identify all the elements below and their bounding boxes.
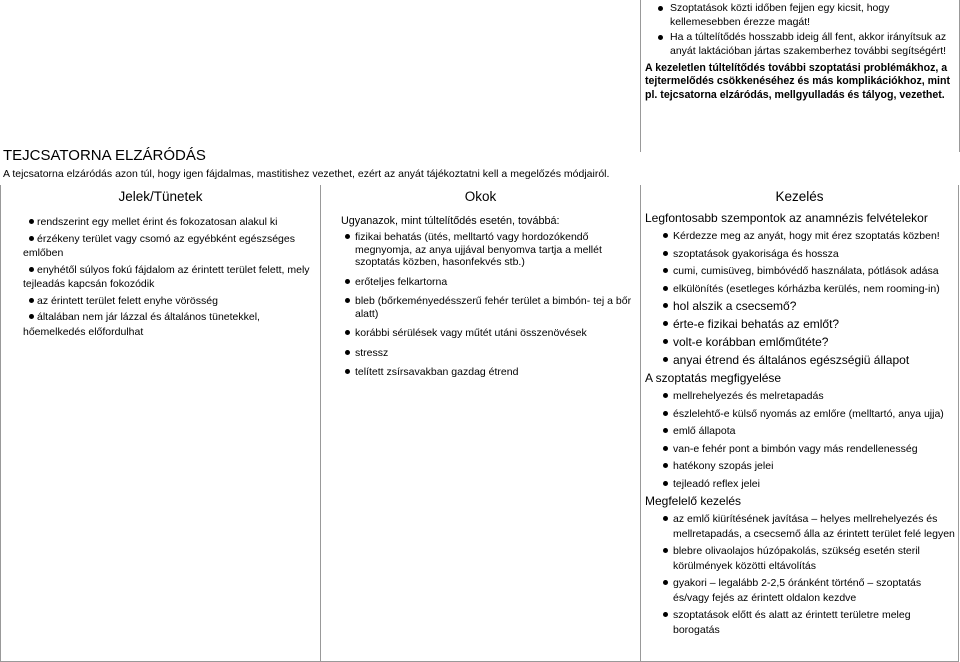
intro-text: A tejcsatorna elzáródás azon túl, hogy igen fájdalmas, mastitishez vezethet, ezért az anyát tájékoztatni kell a megelőzés módjairól. <box>3 168 610 180</box>
causes-intro: Ugyanazok, mint túltelítődés esetén, továbbá: <box>341 215 560 227</box>
list-item: szoptatások gyakorisága és hossza <box>641 247 958 262</box>
list-item: érzékeny terület vagy csomó az egyébként egészséges emlőben <box>1 232 320 261</box>
list-item: emlő állapota <box>641 424 958 439</box>
column-header-symptoms: Jelek/Tünetek <box>1 185 321 208</box>
list-item: Ha a túltelítődés hosszabb ideig áll fent, akkor irányítsuk az anyát laktációban jártas szakemberhez további segítségért! <box>641 31 959 58</box>
list-item: Szoptatások közti időben fejjen egy kicsit, hogy kellemesebben érezze magát! <box>641 2 959 29</box>
list-item: Kérdezze meg az anyát, hogy mit érez szoptatás közben! <box>641 229 958 244</box>
list-item: az emlő kiürítésének javítása – helyes mellrehelyezés és mellretapadás, a csecsemő álla az érintett terület felé legyen <box>641 512 958 541</box>
treatment-cell <box>641 208 959 662</box>
warning-text: A kezeletlen túltelítődés további szoptatási problémákhoz, a tejtermelődés csökkenéséhez és más komplikációkhoz, mint pl. tejcsatorna elzáródás, mellgyulladás és tályog, vezethet. <box>645 62 950 101</box>
list-item: gyakori – legalább 2-2,5 óránként történő – szoptatás és/vagy fejés az érintett oldalon kezdve <box>641 576 958 605</box>
list-item: fizikai behatás (ütés, melltartó vagy hordozókendő megnyomja, az anya ujjával benyomva tartja a mellét szoptatás közben, hasonfekvés stb.) <box>321 231 640 269</box>
list-item: szoptatások előtt és alatt az érintett területre meleg borogatás <box>641 608 958 637</box>
subheading-treatment: Megfelelő kezelés <box>645 494 742 508</box>
info-table <box>0 185 959 662</box>
list-item: tejleadó reflex jelei <box>641 477 958 492</box>
list-item: stressz <box>321 347 640 360</box>
list-item: mellrehelyezés és melretapadás <box>641 389 958 404</box>
section-title: TEJCSATORNA ELZÁRÓDÁS <box>3 147 206 164</box>
list-item: hol alszik a csecsemő? <box>641 299 958 314</box>
column-header-treatment: Kezelés <box>641 185 959 208</box>
subheading-observation: A szoptatás megfigyelése <box>645 371 782 385</box>
list-item: az érintett terület felett enyhe vörösség <box>1 294 320 309</box>
list-item: korábbi sérülések vagy műtét utáni összenövések <box>321 327 640 340</box>
list-item: enyhétől súlyos fokú fájdalom az érintett terület felett, mely tejleadás kapcsán fokozódik <box>1 263 320 292</box>
column-header-causes: Okok <box>321 185 641 208</box>
list-item: erőteljes felkartorna <box>321 276 640 289</box>
list-item: általában nem jár lázzal és általános tünetekkel, hőemelkedés előfordulhat <box>1 310 320 339</box>
list-item: rendszerint egy mellet érint és fokozatosan alakul ki <box>1 215 320 230</box>
list-item: anyai étrend és általános egészségiü állapot <box>641 353 958 368</box>
symptoms-cell <box>1 208 321 662</box>
top-bullet-list <box>641 2 959 58</box>
list-item: hatékony szopás jelei <box>641 459 958 474</box>
list-item: érte-e fizikai behatás az emlőt? <box>641 317 958 332</box>
list-item: cumi, cumisüveg, bimbóvédő használata, pótlások adása <box>641 264 958 279</box>
list-item: van-e fehér pont a bimbón vagy más rendellenesség <box>641 442 958 457</box>
list-item: telített zsírsavakban gazdag étrend <box>321 366 640 379</box>
causes-cell <box>321 208 641 662</box>
list-item: blebre olivaolajos húzópakolás, szükség esetén steril körülmények közötti eltávolítás <box>641 544 958 573</box>
subheading-anamnesis: Legfontosabb szempontok az anamnézis felvételekor <box>645 211 928 225</box>
previous-section-box <box>640 0 960 152</box>
list-item: bleb (bőrkeményedésszerű fehér terület a bimbón- tej a bőr alatt) <box>321 295 640 320</box>
list-item: elkülönítés (esetleges kórházba kerülés, nem rooming-in) <box>641 282 958 297</box>
list-item: észlelehtő-e külső nyomás az emlőre (melltartó, anya ujja) <box>641 407 958 422</box>
list-item: volt-e korábban emlőműtéte? <box>641 335 958 350</box>
